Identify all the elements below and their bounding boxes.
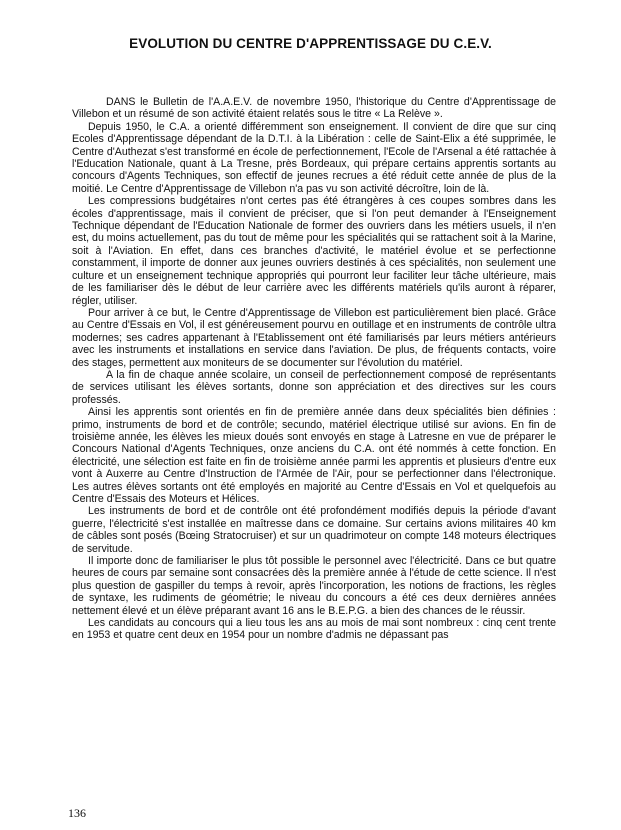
paragraph-pour-arriver: Pour arriver à ce but, le Centre d'Apprentissage de Villebon est particulièrement bien placé. Grâce au Centre d'Essais en Vol, il est généreusement pourvu en outillage et en instruments de contrôle ultra modernes; ses cadres appartenant à l'Etablissement ont été familiarisés par leurs métiers antérieurs avec les instruments et installations en service dans l'aviation. De plus, de fréquents contacts, voire des stages, permettent aux moniteurs de se documenter sur l'évolution du matériel. (72, 306, 556, 369)
paragraph-fin-annee: A la fin de chaque année scolaire, un conseil de perfectionnement composé de représentants de services utilisant les élèves sortants, donne son appréciation et des directives sur les cours professés. (72, 368, 556, 406)
paragraph-candidats: Les candidats au concours qui a lieu tous les ans au mois de mai sont nombreux : cinq cent trente en 1953 et quatre cent deux en 1954 pour un nombre d'admis ne dépassant pas (72, 617, 556, 642)
paragraph-depuis-1950: Depuis 1950, le C.A. a orienté différemment son enseignement. Il convient de dire que sur cinq Ecoles d'Apprentissage dépendant de la D.T.I. à la Libération : celle de Saint-Elix a été supprimée, le Centre d'Authezat s'est transformé en école de perfectionnement, l'Ecole de l'Arsenal a été rattachée à l'Education Nationale, quant à La Tresne, près Bordeaux, qui prépare certains apprentis sortants au concours d'Agents Techniques, son effectif de jeunes recrues a été réduit cette année de plus de la moitié. Le Centre d'Apprentissage de Villebon n'a pas vu son activité décroître, loin de là. (72, 120, 556, 195)
article-body (72, 96, 556, 642)
page-title: EVOLUTION DU CENTRE D'APPRENTISSAGE DU C.E.V. (129, 36, 492, 51)
paragraph-apprentis-orientes: Ainsi les apprentis sont orientés en fin de première année dans deux spécialités bien définies : primo, instruments de bord et de contrôle; secundo, matériel électrique utilisé sur avions. En fin de troisième année, les élèves les mieux doués sont envoyés en stage à Latresne en vue de préparer le Concours National d'Agents Techniques, onze anciens du C.A. ont été nommés à cette fonction. En électricité, une sélection est faite en fin de troisième année parmi les apprentis et plusieurs d'entre eux vont à Auxerre au Centre d'Instruction de l'Armée de l'Air, pour se perfectionner dans l'électronique. Les autres élèves sortants ont été employés en majorité au Centre d'Essais en Vol et quelquefois au Centre d'Essais des Moteurs et Hélices. (72, 406, 556, 505)
paragraph-compressions: Les compressions budgétaires n'ont certes pas été étrangères à ces coupes sombres dans les écoles d'apprentissage, mais il convient de préciser, que si l'on peut demander à l'Enseignement Technique dépendant de l'Education Nationale de former des ouvriers dans les métiers usuels, il n'en est, du moins actuellement, pas du tout de même pour les spécialités qui se rattachent soit à la Marine, soit à l'Aviation. En effet, dans ces branches d'activité, le matériel évolue et se perfectionne constamment, il importe de donner aux jeunes ouvriers destinés à ces spécialités, non seulement une culture et un enseignement technique appropriés qui pourront leur faciliter leur tâche ultérieure, mais de les familiariser dès le début de leur carrière avec les différents matériels qu'ils auront à réparer, régler, utiliser. (72, 195, 556, 307)
page-number: 136 (68, 806, 86, 820)
paragraph-familiariser: Il importe donc de familiariser le plus tôt possible le personnel avec l'électricité. Dans ce but quatre heures de cours par semaine sont consacrées dès la première année à l'étude de cette science. Il n'est plus question de gaspiller du temps à revoir, après l'incorporation, les notions de fractions, les règles de syntaxe, les rudiments de géométrie; le niveau du concours a été ces deux dernières années nettement élevé et un élève préparant avant 16 ans le B.E.P.G. a bien des chances de le réussir. (72, 555, 556, 617)
paragraph-intro: DANS le Bulletin de l'A.A.E.V. de novembre 1950, l'historique du Centre d'Apprentissage de Villebon et un résumé de son activité étaient relatés sous le titre « La Relève ». (72, 96, 556, 121)
paragraph-instruments-bord: Les instruments de bord et de contrôle ont été profondément modifiés depuis la période d'avant guerre, l'électricité s'est installée en maîtresse dans ce domaine. Sur certains avions militaires 40 km de câbles sont posés (Bœing Stratocruiser) et sur un quadrimoteur on compte 148 moteurs électriques de servitude. (72, 505, 556, 555)
